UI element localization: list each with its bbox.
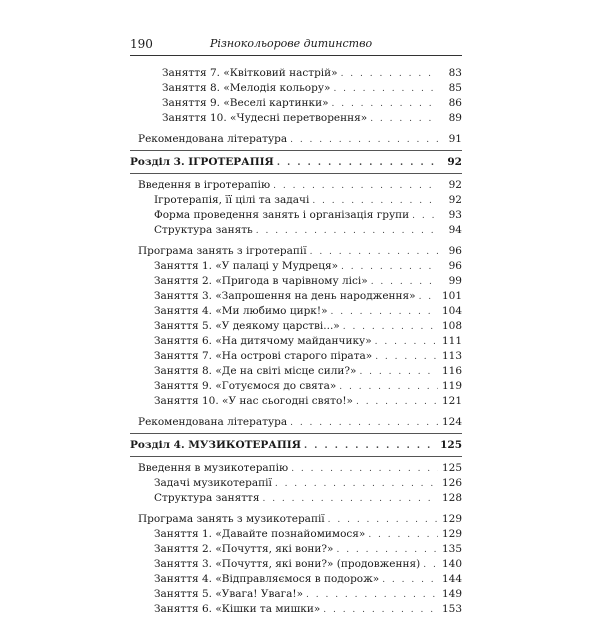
toc-entry-page: 96 xyxy=(448,245,462,257)
toc-entry-page: 153 xyxy=(441,603,462,615)
toc-entry-title: Заняття 1. «У палаці у Мудреця» xyxy=(154,260,338,272)
toc-entry xyxy=(130,461,462,476)
toc-entry xyxy=(130,527,462,542)
dot-leader xyxy=(375,350,438,365)
toc-entry xyxy=(130,602,462,617)
toc-entry-title: Заняття 7. «На острові старого пірата» xyxy=(154,350,373,362)
toc-entry-page: 135 xyxy=(441,543,462,555)
toc-entry xyxy=(130,81,462,96)
dot-leader xyxy=(290,416,438,431)
dot-leader xyxy=(419,290,438,305)
toc-entry xyxy=(130,66,462,81)
toc-entry-page: 126 xyxy=(441,477,462,489)
toc-entry-title: Заняття 10. «У нас сьогодні свято!» xyxy=(154,395,353,407)
toc-entry-page: 144 xyxy=(441,573,462,585)
toc-entry-title: Структура занять xyxy=(154,224,253,236)
toc-entry-page: 111 xyxy=(441,335,462,347)
page-header xyxy=(130,37,462,55)
toc-entry xyxy=(130,572,462,587)
toc-chapter xyxy=(130,155,462,170)
dot-leader xyxy=(332,97,438,112)
running-title: Різнокольорове дитинство xyxy=(210,37,373,50)
dot-leader xyxy=(359,365,438,380)
toc-entry xyxy=(130,415,462,430)
dot-leader xyxy=(306,588,438,603)
toc-entry-title: Заняття 1. «Давайте познайомимося» xyxy=(154,528,366,540)
toc-entry-page: 94 xyxy=(448,224,462,236)
toc-entry-page: 85 xyxy=(448,82,462,94)
toc-entry-page: 129 xyxy=(441,528,462,540)
toc-entry-title: Заняття 6. «Кішки та мишки» xyxy=(154,603,321,615)
toc-entry-page: 92 xyxy=(448,194,462,206)
toc-entry-page: 83 xyxy=(448,67,462,79)
toc-entry-title: Структура заняття xyxy=(154,492,260,504)
toc-entry-page: 128 xyxy=(441,492,462,504)
toc-entry xyxy=(130,542,462,557)
toc-entry xyxy=(130,491,462,506)
dot-leader xyxy=(341,260,438,275)
toc-entry-title: Рекомендована література xyxy=(138,416,288,428)
toc-entry-title: Заняття 7. «Квітковий настрій» xyxy=(162,67,338,79)
toc-entry-page: 125 xyxy=(441,462,462,474)
dot-leader xyxy=(370,112,438,127)
toc-entry-title: Заняття 4. «Відправляємося в подорож» xyxy=(154,573,380,585)
dot-leader xyxy=(333,82,438,97)
toc-entry-title: Заняття 2. «Пригода в чарівному лісі» xyxy=(154,275,368,287)
toc-entry xyxy=(130,223,462,238)
dot-leader xyxy=(275,477,438,492)
toc-entry-title: Заняття 4. «Ми любимо цирк!» xyxy=(154,305,328,317)
toc-entry xyxy=(130,178,462,193)
toc-entry xyxy=(130,557,462,572)
toc-entry-page: 140 xyxy=(441,558,462,570)
toc-entry-page: 89 xyxy=(448,112,462,124)
toc-entry-page: 129 xyxy=(441,513,462,525)
dot-leader xyxy=(262,492,438,507)
toc-entry xyxy=(130,244,462,259)
toc-entry xyxy=(130,208,462,223)
toc-entry-page: 104 xyxy=(441,305,462,317)
page-number: 190 xyxy=(130,37,153,51)
toc-entry-title: Заняття 8. «Де на світі місце сили?» xyxy=(154,365,357,377)
toc-entry-page: 125 xyxy=(440,439,462,451)
toc-entry-title: Рекомендована література xyxy=(138,133,288,145)
toc-entry-title: Програма занять з музикотерапії xyxy=(138,513,325,525)
dot-leader xyxy=(375,335,438,350)
toc-entry-page: 121 xyxy=(441,395,462,407)
dot-leader xyxy=(382,573,438,588)
dot-leader xyxy=(343,320,438,335)
toc-entry-page: 108 xyxy=(441,320,462,332)
toc-entry-title: Ігротерапія, її цілі та задачі xyxy=(154,194,310,206)
toc-entry xyxy=(130,274,462,289)
toc-entry-title: Форма проведення занять і організація групи xyxy=(154,209,410,221)
section-divider xyxy=(130,456,462,457)
toc-entry xyxy=(130,304,462,319)
toc-entry xyxy=(130,132,462,147)
toc-entry xyxy=(130,111,462,126)
toc-entry-title: Заняття 8. «Мелодія кольору» xyxy=(162,82,331,94)
dot-leader xyxy=(412,209,438,224)
toc-entry-page: 101 xyxy=(441,290,462,302)
toc-entry-title: Заняття 9. «Готуємося до свята» xyxy=(154,380,337,392)
toc-entry-title: Заняття 5. «У деякому царстві...» xyxy=(154,320,340,332)
toc-entry-page: 113 xyxy=(441,350,462,362)
dot-leader xyxy=(304,439,438,454)
dot-leader xyxy=(290,133,438,148)
dot-leader xyxy=(336,543,438,558)
toc-entry-title: Введення в ігротерапію xyxy=(138,179,271,191)
toc-entry-title: Програма занять з ігротерапії xyxy=(138,245,307,257)
header-divider xyxy=(130,55,462,56)
toc-entry-title: Заняття 2. «Почуття, які вони?» xyxy=(154,543,334,555)
toc-entry xyxy=(130,512,462,527)
toc-entry-title: Заняття 6. «На дитячому майданчику» xyxy=(154,335,372,347)
toc-entry xyxy=(130,394,462,409)
dot-leader xyxy=(328,513,438,528)
toc-entry-page: 92 xyxy=(448,179,462,191)
section-divider xyxy=(130,150,462,151)
dot-leader xyxy=(277,156,438,171)
toc-entry-title: Введення в музикотерапію xyxy=(138,462,289,474)
toc-entry xyxy=(130,379,462,394)
toc-entry-page: 149 xyxy=(441,588,462,600)
toc-entry xyxy=(130,334,462,349)
toc-entry xyxy=(130,319,462,334)
toc-entry xyxy=(130,96,462,111)
toc-entry-page: 96 xyxy=(448,260,462,272)
toc-entry-title: Заняття 3. «Запрошення на день народження» xyxy=(154,290,416,302)
toc-entry-title: Розділ 4. МУЗИКОТЕРАПІЯ xyxy=(130,439,301,451)
toc-entry-page: 124 xyxy=(441,416,462,428)
toc-entry-page: 119 xyxy=(441,380,462,392)
toc-entry-page: 91 xyxy=(448,133,462,145)
dot-leader xyxy=(312,194,438,209)
dot-leader xyxy=(273,179,438,194)
section-divider xyxy=(130,173,462,174)
dot-leader xyxy=(341,67,438,82)
toc-entry-title: Розділ 3. ІГРОТЕРАПІЯ xyxy=(130,156,274,168)
dot-leader xyxy=(339,380,438,395)
toc-entry-title: Заняття 9. «Веселі картинки» xyxy=(162,97,329,109)
toc-chapter xyxy=(130,438,462,453)
toc-entry xyxy=(130,289,462,304)
dot-leader xyxy=(331,305,438,320)
toc-entry-page: 93 xyxy=(448,209,462,221)
dot-leader xyxy=(423,558,438,573)
dot-leader xyxy=(356,395,438,410)
toc-entry-title: Заняття 3. «Почуття, які вони?» (продовження) xyxy=(154,558,421,570)
toc-entry-title: Заняття 10. «Чудесні перетворення» xyxy=(162,112,368,124)
toc-entry xyxy=(130,259,462,274)
toc-entry-page: 99 xyxy=(448,275,462,287)
toc-entry xyxy=(130,349,462,364)
dot-leader xyxy=(368,528,438,543)
dot-leader xyxy=(256,224,438,239)
toc-entry xyxy=(130,476,462,491)
dot-leader xyxy=(291,462,438,477)
dot-leader xyxy=(310,245,438,260)
toc-entry-page: 116 xyxy=(441,365,462,377)
table-of-contents xyxy=(130,66,462,617)
toc-entry xyxy=(130,193,462,208)
section-divider xyxy=(130,433,462,434)
toc-entry-title: Заняття 5. «Увага! Увага!» xyxy=(154,588,304,600)
toc-entry-page: 86 xyxy=(448,97,462,109)
toc-entry xyxy=(130,364,462,379)
dot-leader xyxy=(323,603,438,618)
toc-entry-title: Задачі музикотерапії xyxy=(154,477,272,489)
dot-leader xyxy=(371,275,438,290)
toc-entry-page: 92 xyxy=(447,156,462,168)
